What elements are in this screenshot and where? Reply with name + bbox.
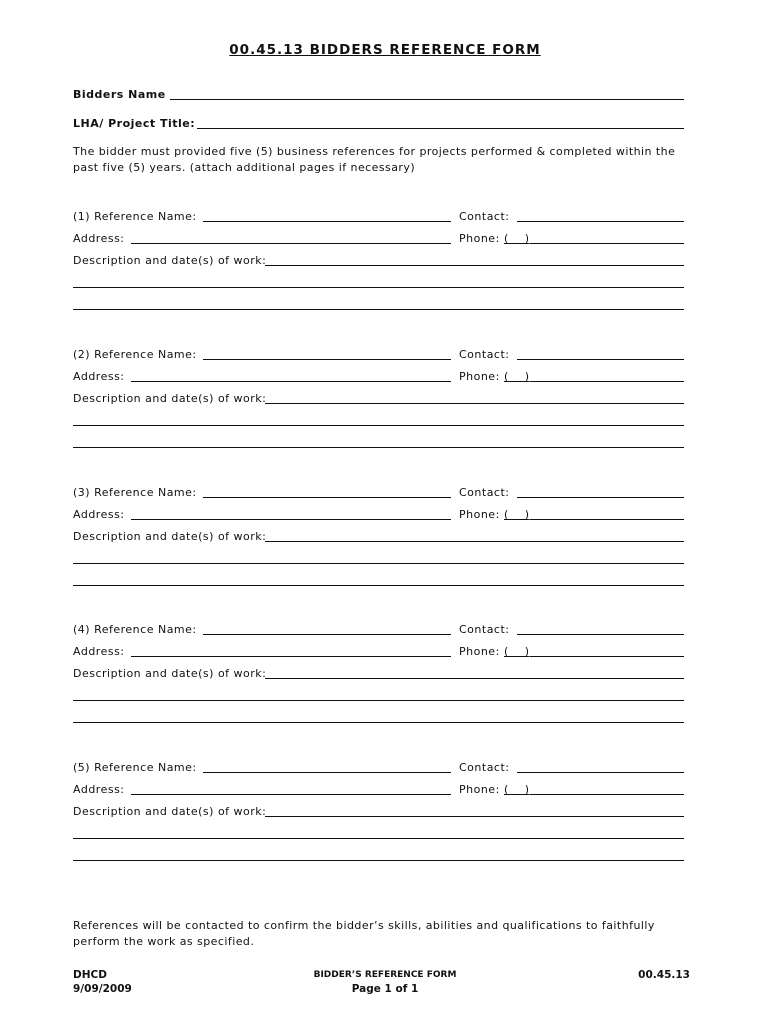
description-label: Description and date(s) of work: <box>73 392 267 405</box>
description-line-3[interactable] <box>73 309 684 310</box>
phone-area-code: ( ) <box>504 508 530 521</box>
project-title-field[interactable] <box>197 128 684 129</box>
bidders-name-field[interactable] <box>170 99 684 100</box>
project-title-label: LHA/ Project Title: <box>73 117 196 130</box>
description-line-3[interactable] <box>73 585 684 586</box>
phone-label: Phone: <box>459 508 500 521</box>
reference-name-label: (2) Reference Name: <box>73 348 197 361</box>
reference-name-field[interactable] <box>203 359 451 360</box>
description-field[interactable] <box>265 541 684 542</box>
reference-name-field[interactable] <box>203 221 451 222</box>
reference-name-label: (1) Reference Name: <box>73 210 197 223</box>
address-field[interactable] <box>131 519 451 520</box>
description-line-2[interactable] <box>73 838 684 839</box>
description-line-3[interactable] <box>73 722 684 723</box>
contact-field[interactable] <box>517 497 684 498</box>
phone-area-code: ( ) <box>504 783 530 796</box>
description-label: Description and date(s) of work: <box>73 805 267 818</box>
description-field[interactable] <box>265 678 684 679</box>
description-line-2[interactable] <box>73 425 684 426</box>
phone-label: Phone: <box>459 645 500 658</box>
description-field[interactable] <box>265 816 684 817</box>
address-label: Address: <box>73 232 125 245</box>
reference-name-label: (3) Reference Name: <box>73 486 197 499</box>
description-label: Description and date(s) of work: <box>73 530 267 543</box>
contact-label: Contact: <box>459 210 510 223</box>
phone-field[interactable] <box>530 381 684 382</box>
phone-field[interactable] <box>530 656 684 657</box>
phone-area-code: ( ) <box>504 232 530 245</box>
address-field[interactable] <box>131 794 451 795</box>
reference-name-field[interactable] <box>203 772 451 773</box>
contact-field[interactable] <box>517 359 684 360</box>
address-label: Address: <box>73 370 125 383</box>
description-line-2[interactable] <box>73 563 684 564</box>
contact-field[interactable] <box>517 772 684 773</box>
address-label: Address: <box>73 783 125 796</box>
reference-name-label: (5) Reference Name: <box>73 761 197 774</box>
description-line-2[interactable] <box>73 287 684 288</box>
contact-field[interactable] <box>517 221 684 222</box>
address-label: Address: <box>73 508 125 521</box>
address-field[interactable] <box>131 243 451 244</box>
description-line-3[interactable] <box>73 447 684 448</box>
description-label: Description and date(s) of work: <box>73 667 267 680</box>
contact-label: Contact: <box>459 348 510 361</box>
footer-date: 9/09/2009 <box>73 983 132 995</box>
reference-name-field[interactable] <box>203 634 451 635</box>
address-field[interactable] <box>131 656 451 657</box>
address-field[interactable] <box>131 381 451 382</box>
reference-name-label: (4) Reference Name: <box>73 623 197 636</box>
closing-note: References will be contacted to confirm the bidder’s skills, abilities and qualifications to faithfully perform the work as specified. <box>73 919 655 948</box>
contact-field[interactable] <box>517 634 684 635</box>
description-field[interactable] <box>265 403 684 404</box>
footer-section: 00.45.13 <box>638 969 690 981</box>
phone-field[interactable] <box>530 519 684 520</box>
footer-page: Page 1 of 1 <box>351 983 419 995</box>
phone-field[interactable] <box>530 794 684 795</box>
footer-form-name: BIDDER’S REFERENCE FORM <box>313 970 457 980</box>
footer-org: DHCD <box>73 969 107 981</box>
phone-label: Phone: <box>459 232 500 245</box>
contact-label: Contact: <box>459 761 510 774</box>
phone-label: Phone: <box>459 783 500 796</box>
description-line-3[interactable] <box>73 860 684 861</box>
page-title: 00.45.13 BIDDERS REFERENCE FORM <box>229 42 541 58</box>
contact-label: Contact: <box>459 486 510 499</box>
phone-label: Phone: <box>459 370 500 383</box>
phone-area-code: ( ) <box>504 370 530 383</box>
bidders-name-label: Bidders Name <box>73 88 166 101</box>
description-label: Description and date(s) of work: <box>73 254 267 267</box>
address-label: Address: <box>73 645 125 658</box>
phone-field[interactable] <box>530 243 684 244</box>
reference-name-field[interactable] <box>203 497 451 498</box>
description-field[interactable] <box>265 265 684 266</box>
instructions-text: The bidder must provided five (5) business references for projects performed & completed within the past five (5) years. (attach additional pages if necessary) <box>73 145 676 174</box>
phone-area-code: ( ) <box>504 645 530 658</box>
description-line-2[interactable] <box>73 700 684 701</box>
contact-label: Contact: <box>459 623 510 636</box>
